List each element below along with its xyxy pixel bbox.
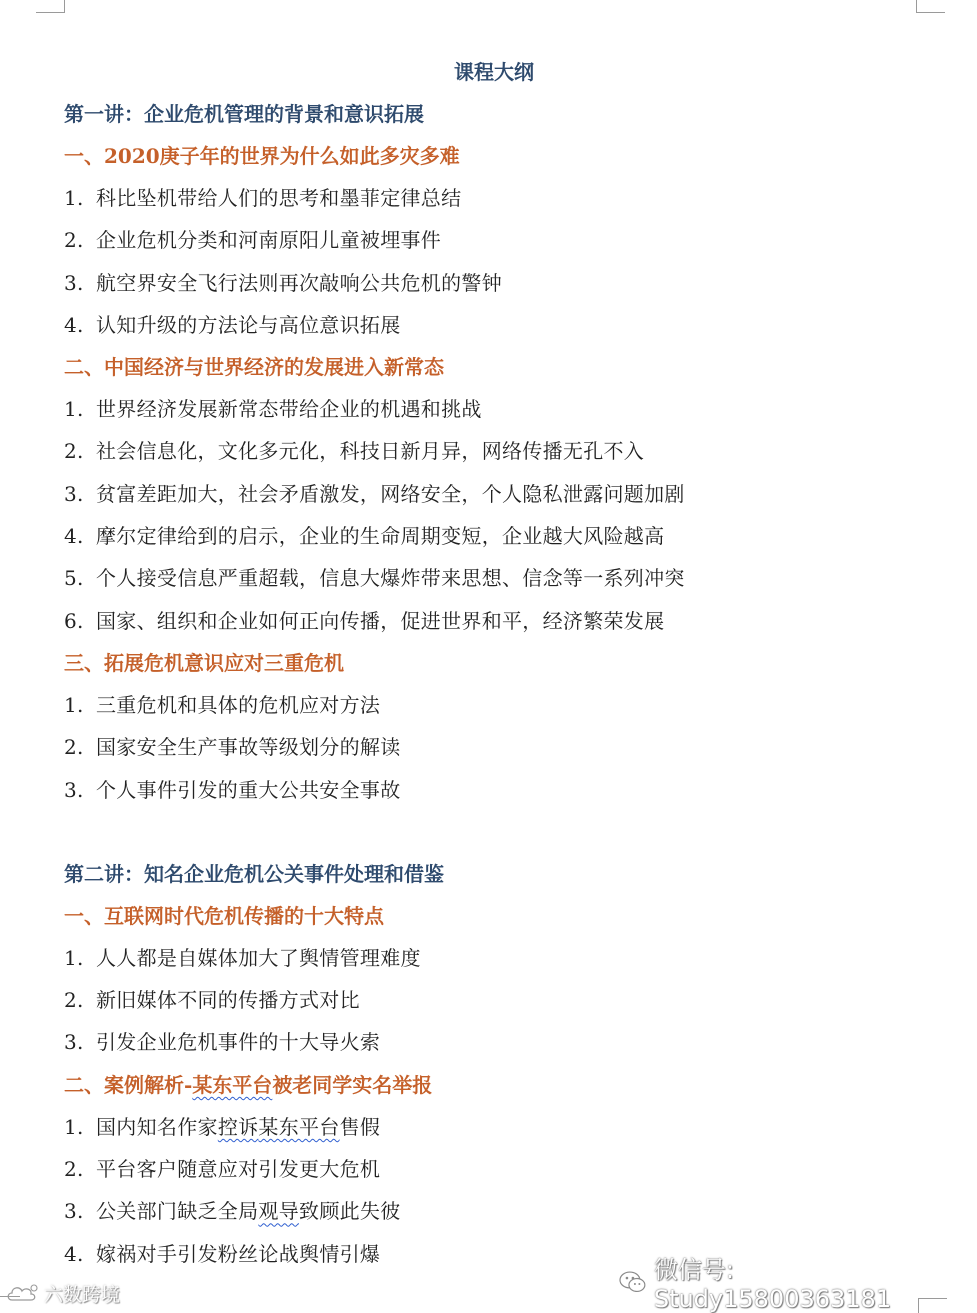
list-item: 5. 个人接受信息严重超载，信息大爆炸带来思想、信念等一系列冲突: [64, 566, 685, 591]
section-heading: 二、案例解析-某东平台被老同学实名举报: [64, 1072, 433, 1097]
list-item: 3. 引发企业危机事件的十大导火索: [64, 1030, 381, 1055]
list-item: 1. 国内知名作家控诉某东平台售假: [64, 1114, 381, 1139]
lecture-1-heading: 第一讲：企业危机管理的背景和意识拓展: [64, 102, 424, 126]
section-heading: 一、2020庚子年的世界为什么如此多灾多难: [64, 144, 460, 168]
document-title: 课程大纲: [454, 60, 534, 84]
spellcheck-marked-text: 控诉: [217, 1114, 259, 1139]
list-item: 3. 公关部门缺乏全局观导致顾此失彼: [64, 1199, 401, 1224]
list-item: 2. 社会信息化，文化多元化，科技日新月异，网络传播无孔不入: [64, 439, 645, 464]
page-corner-mark-top-left: [36, 0, 65, 13]
spellcheck-marked-text: 观导: [258, 1199, 300, 1224]
wechat-id-text: 微信号: Study15800363181: [653, 1256, 892, 1313]
list-item: 2. 企业危机分类和河南原阳儿童被埋事件: [64, 228, 442, 253]
document-page: [64, 56, 924, 1280]
list-item: 2. 新旧媒体不同的传播方式对比: [64, 988, 360, 1013]
list-item: 3. 个人事件引发的重大公共安全事故: [64, 777, 401, 802]
brand-watermark: [6, 1280, 120, 1307]
list-item: 6. 国家、组织和企业如何正向传播，促进世界和平，经济繁荣发展: [64, 608, 665, 633]
page-corner-mark-top-right: [916, 0, 945, 13]
list-item: 4. 摩尔定律给到的启示，企业的生命周期变短，企业越大风险越高: [64, 524, 665, 549]
spellcheck-marked-text: 某东平台: [258, 1114, 340, 1139]
brand-watermark-text: 六数跨境: [44, 1284, 121, 1306]
section-heading: 一、互联网时代危机传播的十大特点: [64, 903, 384, 928]
list-item: 1. 三重危机和具体的危机应对方法: [64, 692, 381, 717]
list-item: 1. 世界经济发展新常态带给企业的机遇和挑战: [64, 397, 482, 422]
wechat-watermark: [618, 1250, 977, 1313]
list-item: 4. 认知升级的方法论与高位意识拓展: [64, 312, 401, 337]
list-item: 2. 平台客户随意应对引发更大危机: [64, 1157, 381, 1182]
list-item: 2. 国家安全生产事故等级划分的解读: [64, 735, 401, 760]
lecture-2-heading: 第二讲：知名企业危机公关事件处理和借鉴: [64, 861, 444, 886]
wechat-logo-icon: [618, 1267, 648, 1297]
blank-line: [64, 816, 924, 858]
list-item: 3. 贫富差距加大，社会矛盾激发，网络安全，个人隐私泄露问题加剧: [64, 481, 685, 506]
spellcheck-marked-text: 某东平台: [192, 1072, 273, 1097]
section-heading: 三、拓展危机意识应对三重危机: [64, 650, 344, 675]
list-item: 1. 科比坠机带给人们的思考和墨菲定律总结: [64, 186, 462, 210]
cloud-logo-icon: [6, 1282, 40, 1306]
list-item: 4. 嫁祸对手引发粉丝论战舆情引爆: [64, 1241, 381, 1266]
section-heading: 二、中国经济与世界经济的发展进入新常态: [64, 355, 444, 380]
list-item: 1. 人人都是自媒体加大了舆情管理难度: [64, 945, 421, 970]
list-item: 3. 航空界安全飞行法则再次敲响公共危机的警钟: [64, 270, 502, 295]
